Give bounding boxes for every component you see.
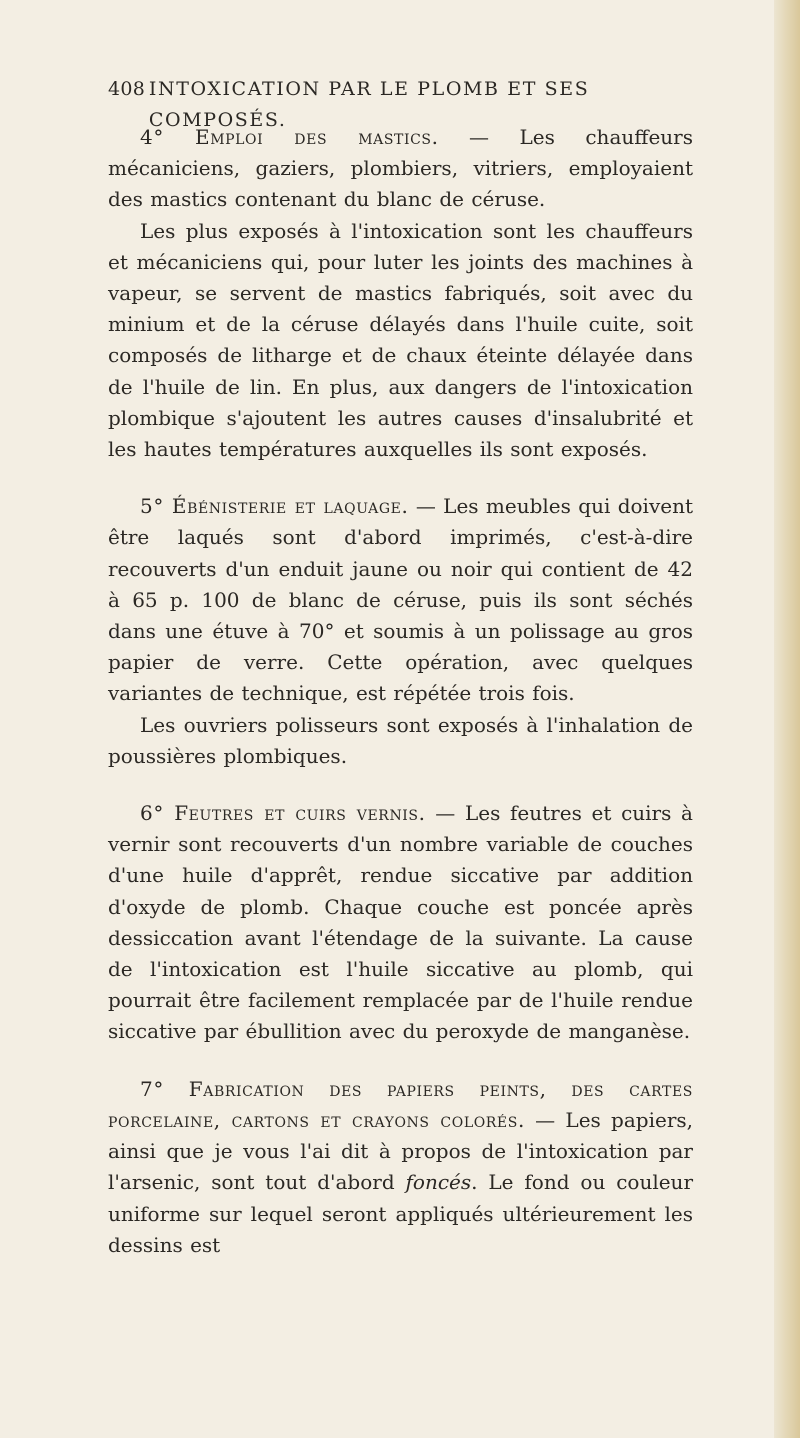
paragraph-text: — Les papiers, ainsi que je vous l'ai dit à propos de l'intoxication par l'arsenic, sont tout d'abord xyxy=(108,1107,694,1195)
section-ebenisterie xyxy=(108,491,693,772)
page-edge-shadow xyxy=(774,0,800,1438)
paragraph-text: . Le fond ou couleur uniforme sur lequel seront appliqués ultérieurement les dessins est xyxy=(108,1170,693,1257)
paragraph-text: Les plus exposés à l'intoxication sont les chauffeurs et mécaniciens qui, pour luter les joints des machines à vapeur, se servent de mastics fabriqués, soit avec du minium et de la céruse délayés dans l'huile cuite, soit composés de litharge et de chaux éteinte délayée dans de l'huile de lin. En plus, aux dangers de l'intoxication plombique s'ajoutent les autres causes d'insalubrité et les hautes températures auxquelles ils sont exposés. xyxy=(108,218,693,462)
paragraph-text: — Les meubles qui doivent être laqués sont d'abord imprimés, c'est-à-dire recouverts d'un enduit jaune ou noir qui contient de 42 à 65 p. 100 de blanc de céruse, puis ils sont séchés dans une étuve à 70° et soumis à un polissage au gros papier de verre. Cette opération, avec quelques variantes de technique, est répétée trois fois. xyxy=(108,494,694,706)
running-head xyxy=(108,74,693,132)
section-emploi-des-mastics xyxy=(108,122,693,465)
paragraph xyxy=(108,1074,693,1261)
section-heading: 5° Ébénisterie et laquage. xyxy=(140,494,409,519)
book-page xyxy=(108,74,693,1261)
paragraph xyxy=(108,122,693,216)
page-number: 408 xyxy=(108,78,146,100)
section-heading: 7° Fabrication des papiers peints, des cartes porcelaine, cartons et crayons colorés. xyxy=(108,1076,693,1132)
running-title: INTOXICATION PAR LE PLOMB ET SES COMPOSÉS. xyxy=(148,78,590,132)
section-papiers-peints xyxy=(108,1074,693,1261)
section-feutres-cuirs xyxy=(108,798,693,1048)
paragraph-text: — Les feutres et cuirs à vernir sont recouverts d'un nombre variable de couches d'une huile d'apprêt, rendue siccative par addition d'oxyde de plomb. Chaque couche est poncée après dessiccation avant l'étendage de la suivante. La cause de l'intoxication est l'huile siccative au plomb, qui pourrait être facilement remplacée par de l'huile rendue siccative par ébullition avec du peroxyde de manganèse. xyxy=(108,801,693,1044)
section-heading: 6° Feutres et cuirs vernis. xyxy=(140,801,426,826)
paragraph xyxy=(108,798,693,1048)
paragraph-text: — Les chauffeurs mécaniciens, gaziers, plombiers, vitriers, employaient des mastics contenant du blanc de céruse. xyxy=(108,125,693,212)
paragraph-text: Les ouvriers polisseurs sont exposés à l'inhalation de poussières plombiques. xyxy=(108,712,693,768)
emphasis-text: foncés xyxy=(405,1170,472,1195)
paragraph xyxy=(108,216,693,466)
paragraph xyxy=(108,710,693,772)
section-heading: 4° Emploi des mastics. xyxy=(140,125,439,149)
paragraph xyxy=(108,491,693,709)
